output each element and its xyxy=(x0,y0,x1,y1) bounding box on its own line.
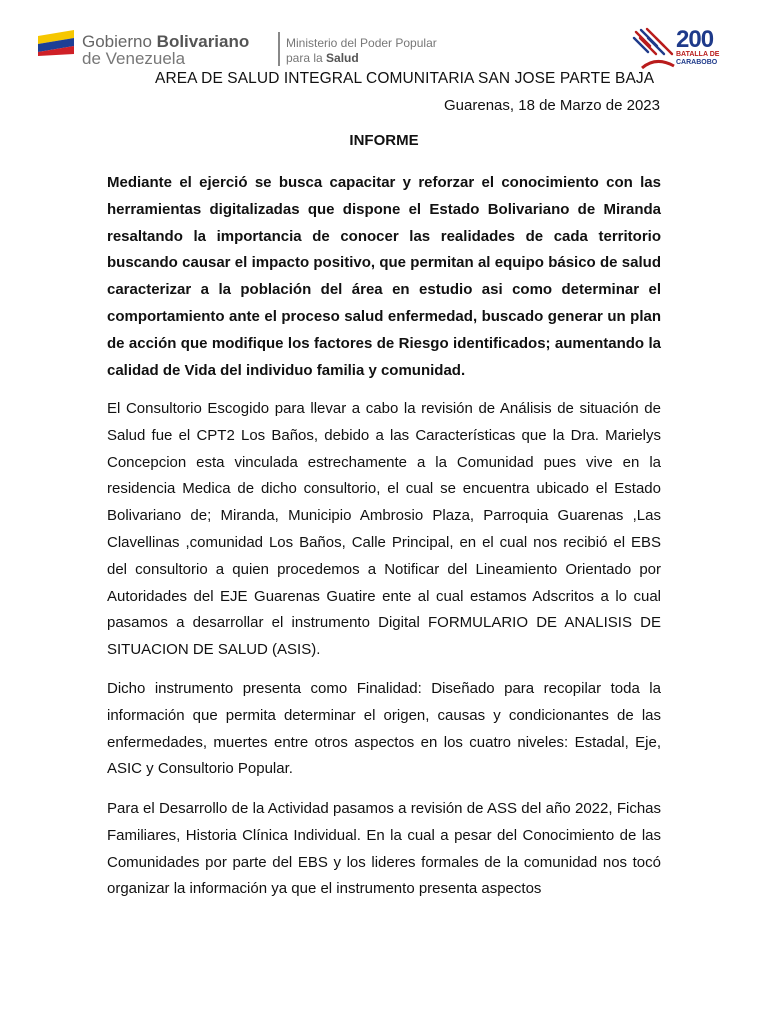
paragraph-intro: Mediante el ejerció se busca capacitar y reforzar el conocimiento con las herramientas digitalizadas que dispone el Estado Bolivariano de Miranda resaltando la importancia de conocer las realidades de cada territorio buscando causar el impacto positivo, que permitan al equipo básico de salud caracterizar a la población del área en estudio asi como determinar el comportamiento ante el proceso salud enfermedad, buscado generar un plan de acción que modifique los factores de Riesgo identificados; aumentando la calidad de Vida del individuo familia y comunidad. xyxy=(107,174,661,379)
government-logo xyxy=(30,14,510,66)
document-title: AREA DE SALUD INTEGRAL COMUNITARIA SAN JOSE PARTE BAJA xyxy=(155,70,655,87)
bicentenary-caption-line2: CARABOBO xyxy=(676,59,718,66)
ministry-name-line1: Ministerio del Poder Popular xyxy=(286,36,437,50)
document-date: Guarenas, 18 de Marzo de 2023 xyxy=(444,97,660,114)
logo-divider xyxy=(278,32,280,66)
paragraph-instrumento: Dicho instrumento presenta como Finalidad: Diseñado para recopilar toda la información que permita determinar el origen, causas y condicionantes de las enfermedades, muertes entre otros aspectos en los cuatro niveles: Estadal, Eje, ASIC y Consultorio Popular. xyxy=(107,680,661,778)
paragraph-consultorio: El Consultorio Escogido para llevar a cabo la revisión de Análisis de situación de Salud fue el CPT2 Los Baños, debido a las Características que la Dra. Marielys Concepcion esta vinculada estrechamente a la Comunidad pues vive en la residencia Medica de dicho consultorio, el cual se encuentra ubicado el Estado Bolivariano de; Miranda, Municipio Ambrosio Plaza, Parroquia Guarenas ,Las Clavellinas ,comunidad Los Baños, Calle Principal, en el cual nos recibió el EBS del consultorio a quien procedemos a Notificar del Lineamiento Orientado por Autoridades del EJE Guarenas Guatire ente al cual estamos Adscritos a lo cual pasamos a desarrollar el instrumento Digital FORMULARIO DE ANALISIS DE SITUACION DE SALUD (ASIS). xyxy=(107,400,661,659)
bicentenary-number: 200 xyxy=(676,26,714,53)
bicentenary-caption-line1: BATALLA DE xyxy=(676,51,720,58)
bicentenary-logo xyxy=(630,26,730,72)
ministry-name-line2: para la Salud xyxy=(286,51,359,65)
bicentenary-graphic-icon xyxy=(630,26,678,70)
venezuela-flag-icon xyxy=(36,30,76,56)
government-name-line1: Gobierno Bolivariano xyxy=(82,32,250,51)
government-name-line2: de Venezuela xyxy=(82,49,186,68)
letterhead xyxy=(0,0,768,70)
report-heading: INFORME xyxy=(349,132,419,149)
paragraph-desarrollo: Para el Desarrollo de la Actividad pasamos a revisión de ASS del año 2022, Fichas Familiares, Historia Clínica Individual. En la cual a pesar del Conocimiento de las Comunidades por parte del EBS y los lideres formales de la comunidad nos tocó organizar la información ya que el instrumento presenta aspectos xyxy=(107,800,661,898)
